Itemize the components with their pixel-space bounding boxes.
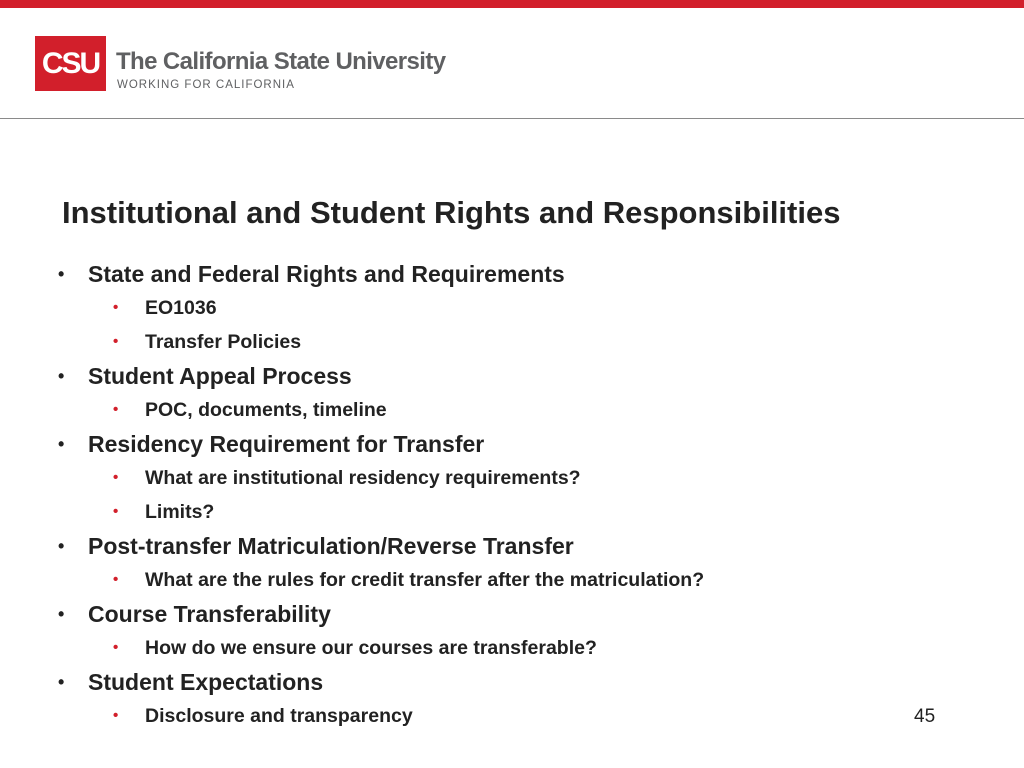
bullet-item bbox=[0, 665, 1024, 699]
bullet-text: State and Federal Rights and Requirements bbox=[88, 261, 565, 287]
bullet-text: Student Expectations bbox=[88, 669, 324, 695]
sub-bullet-icon: • bbox=[113, 469, 119, 486]
bullet-icon: • bbox=[58, 536, 65, 556]
bullet-text: Post-transfer Matriculation/Reverse Transfer bbox=[88, 533, 574, 559]
page-number: 45 bbox=[914, 706, 936, 727]
slide-title: Institutional and Student Rights and Responsibilities bbox=[62, 195, 841, 230]
sub-bullet-text: Limits? bbox=[145, 501, 215, 523]
sub-bullet-text: Disclosure and transparency bbox=[145, 705, 413, 727]
sub-bullet-icon: • bbox=[113, 707, 119, 724]
csu-logo-mark: CSU bbox=[35, 36, 106, 91]
top-accent-bar bbox=[0, 0, 1024, 8]
logo-title: The California State University bbox=[116, 48, 446, 75]
sub-bullet-item bbox=[0, 291, 1024, 325]
sub-bullet-item bbox=[0, 325, 1024, 359]
bullet-item bbox=[0, 427, 1024, 461]
bullet-item bbox=[0, 529, 1024, 563]
bullet-text: Course Transferability bbox=[88, 601, 331, 627]
bullet-icon: • bbox=[58, 434, 65, 454]
sub-bullet-text: How do we ensure our courses are transferable? bbox=[145, 637, 597, 659]
sub-bullet-item bbox=[0, 393, 1024, 427]
sub-bullet-text: What are the rules for credit transfer after the matriculation? bbox=[145, 569, 705, 591]
bullet-icon: • bbox=[58, 264, 65, 284]
bullet-item bbox=[0, 597, 1024, 631]
bullet-icon: • bbox=[58, 604, 65, 624]
bullet-icon: • bbox=[58, 672, 65, 692]
sub-bullet-icon: • bbox=[113, 503, 119, 520]
sub-bullet-icon: • bbox=[113, 401, 119, 418]
bullet-item bbox=[0, 359, 1024, 393]
sub-bullet-item bbox=[0, 495, 1024, 529]
sub-bullet-text: What are institutional residency requirements? bbox=[145, 467, 581, 489]
sub-bullet-item bbox=[0, 563, 1024, 597]
bullet-list bbox=[0, 257, 1024, 733]
sub-bullet-text: POC, documents, timeline bbox=[145, 399, 387, 421]
bullet-icon: • bbox=[58, 366, 65, 386]
sub-bullet-item bbox=[0, 461, 1024, 495]
header-divider bbox=[0, 118, 1024, 119]
sub-bullet-icon: • bbox=[113, 299, 119, 316]
bullet-text: Student Appeal Process bbox=[88, 363, 352, 389]
sub-bullet-icon: • bbox=[113, 333, 119, 350]
logo-subtitle: WORKING FOR CALIFORNIA bbox=[117, 79, 295, 91]
sub-bullet-item bbox=[0, 699, 1024, 733]
sub-bullet-text: Transfer Policies bbox=[145, 331, 302, 353]
sub-bullet-icon: • bbox=[113, 639, 119, 656]
bullet-text: Residency Requirement for Transfer bbox=[88, 431, 485, 457]
sub-bullet-item bbox=[0, 631, 1024, 665]
sub-bullet-icon: • bbox=[113, 571, 119, 588]
sub-bullet-text: EO1036 bbox=[145, 297, 217, 319]
bullet-item bbox=[0, 257, 1024, 291]
